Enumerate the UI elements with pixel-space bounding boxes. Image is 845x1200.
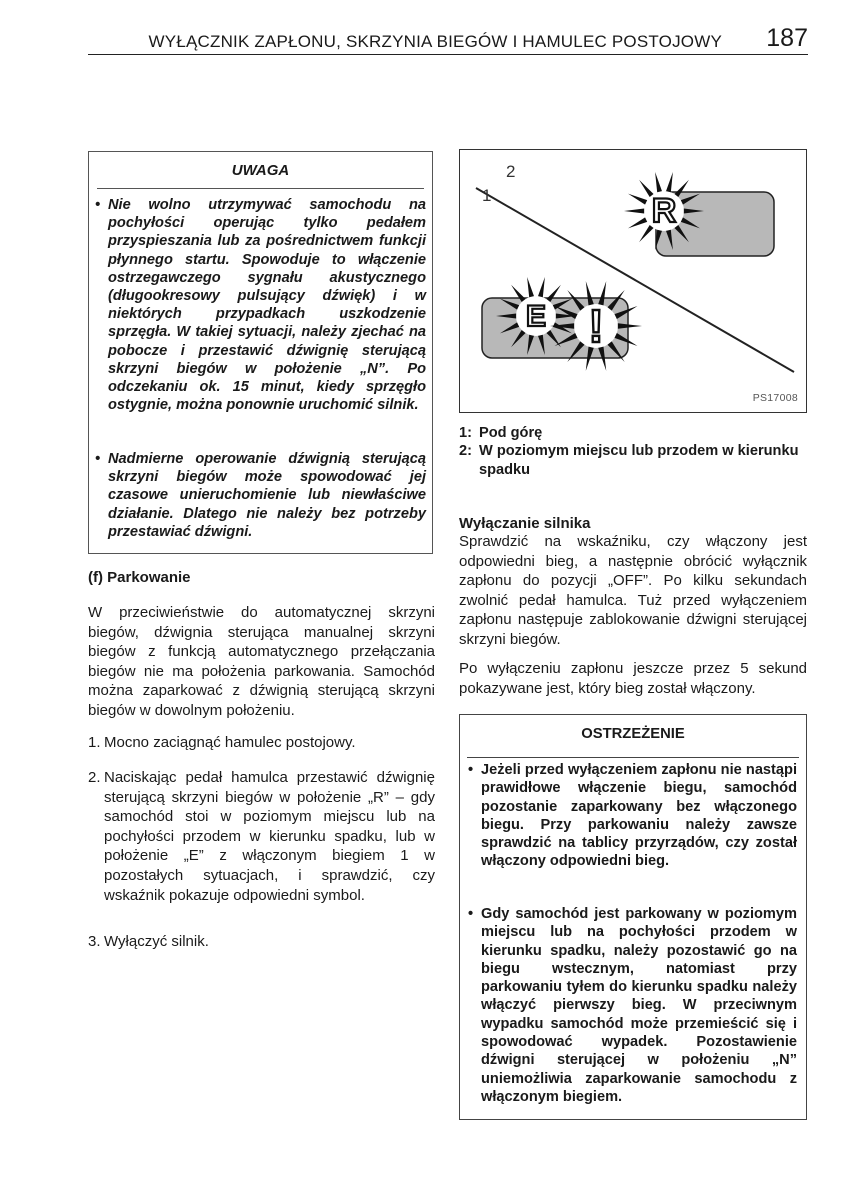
warning-title: OSTRZEŻENIE — [467, 721, 799, 758]
indicator-illustration — [460, 150, 807, 413]
parking-step — [88, 768, 435, 905]
caution-item — [95, 196, 426, 414]
warning-icon: ! — [588, 300, 604, 352]
caption-text: Pod górę — [479, 425, 543, 441]
caption-number: 2: — [459, 443, 472, 459]
warning-box — [459, 714, 807, 1120]
figure-caption — [459, 442, 807, 479]
engine-off-paragraph-2: Po wyłączeniu zapłonu jeszcze przez 5 sekund pokazywane jest, który bieg został włączony. — [459, 660, 807, 697]
step-text: Mocno zaciągnąć hamulec postojowy. — [104, 734, 356, 751]
caution-box — [88, 151, 433, 554]
figure-caption — [459, 424, 807, 443]
section-heading-engine-off: Wyłączanie silnika — [459, 515, 591, 532]
step-number: 3. — [88, 933, 101, 950]
indicator-r-letter: R — [651, 192, 677, 230]
caption-number: 1: — [459, 425, 472, 441]
figure-label-2: 2 — [506, 162, 516, 181]
warning-item — [468, 761, 797, 871]
page-number: 187 — [766, 24, 808, 52]
caution-item — [95, 450, 426, 541]
page-title: WYŁĄCZNIK ZAPŁONU, SKRZYNIA BIEGÓW I HAMULEC POSTOJOWY — [148, 32, 722, 51]
bullet-icon: • — [468, 762, 474, 778]
parking-step — [88, 733, 435, 753]
parking-step — [88, 932, 435, 952]
step-text: Wyłączyć silnik. — [104, 933, 209, 950]
bullet-icon: • — [95, 451, 101, 467]
warning-item — [468, 905, 797, 1106]
engine-off-paragraph-1: Sprawdzić na wskaźniku, czy włączony jest odpowiedni bieg, a następnie obrócić wyłącznik zapłonu do pozycji „OFF”. Po kilku sekundach zwolnić pedał hamulca. Tuż przed wyłączeniem zapłonu następuje zablokowanie dźwigni sterującej skrzyni biegów. — [459, 533, 807, 648]
figure-code: PS17008 — [752, 392, 798, 404]
warning-item-text: Gdy samochód jest parkowany w poziomym miejscu lub na pochyłości przodem w kierunku spadku, należy pozostawić go na biegu wstecznym, natomiast przy parkowaniu tyłem do kierunku spadku należy włączyć pierwszy bieg. W przeciwnym wypadku samochód może przemieścić się i spowodować wypadek. Pozostawienie dźwigni sterującej w położeniu „N” uniemożliwia zaparkowanie samochodu z włączonym biegiem. — [481, 906, 797, 1105]
figure-label-1: 1 — [482, 186, 492, 205]
step-number: 1. — [88, 734, 101, 751]
caption-text: W poziomym miejscu lub przodem w kierunku spadku — [479, 443, 799, 478]
step-number: 2. — [88, 769, 101, 786]
indicator-figure — [459, 149, 807, 413]
indicator-e-letter: E — [525, 300, 547, 333]
section-heading-parking: (f) Parkowanie — [88, 569, 191, 586]
caution-item-text: Nadmierne operowanie dźwignią sterującą skrzyni biegów może spowodować jej czasowe unieruchomienie lub niewłaściwe działanie. Dlatego nie należy bez potrzeby przestawiać dźwigni. — [108, 451, 426, 540]
caution-item-text: Nie wolno utrzymywać samochodu na pochyłości operując tylko pedałem przyspieszania lub za pośrednictwem funkcji płynnego startu. Spowoduje to włączenie ostrzegawczego sygnału akustycznego (długookresowy pulsujący dźwięk) i w niektórych przypadkach uszkodzenie sprzęgła. W takiej sytuacji, należy zjechać na pobocze i przestawić dźwignię sterującą skrzyni biegów w położenie „N”. Po odczekaniu ok. 15 minut, kiedy sprzęgło ostygnie, można ponownie uruchomić silnik. — [108, 197, 426, 414]
warning-item-text: Jeżeli przed wyłączeniem zapłonu nie nastąpi prawidłowe włączenie biegu, samochód pozostanie zaparkowany bez włączonego biegu. Przy parkowaniu należy zawsze sprawdzić na tablicy przyrządów, czy został włączony odpowiedni bieg. — [481, 762, 797, 870]
parking-paragraph: W przeciwieństwie do automatycznej skrzyni biegów, dźwignia sterująca manualnej skrzyni biegów z funkcją automatycznego przełączania biegów nie ma położenia parkowania. Samochód można zaparkować z dźwignią sterującą skrzyni biegów w dowolnym położeniu. — [88, 604, 435, 719]
step-text: Naciskając pedał hamulca przestawić dźwignię sterującą skrzyni biegów w położenie „R” – gdy samochód stoi w poziomym miejscu lub na pochyłości przodem w kierunku spadku, lub w położenie „E” z włączonym biegiem 1 w pozostałych sytuacjach, i sprawdzić, czy wskaźnik pokazuje odpowiedni symbol. — [104, 769, 435, 904]
bullet-icon: • — [468, 906, 474, 922]
bullet-icon: • — [95, 197, 101, 213]
caution-title: UWAGA — [97, 160, 424, 189]
page-header — [88, 24, 808, 55]
